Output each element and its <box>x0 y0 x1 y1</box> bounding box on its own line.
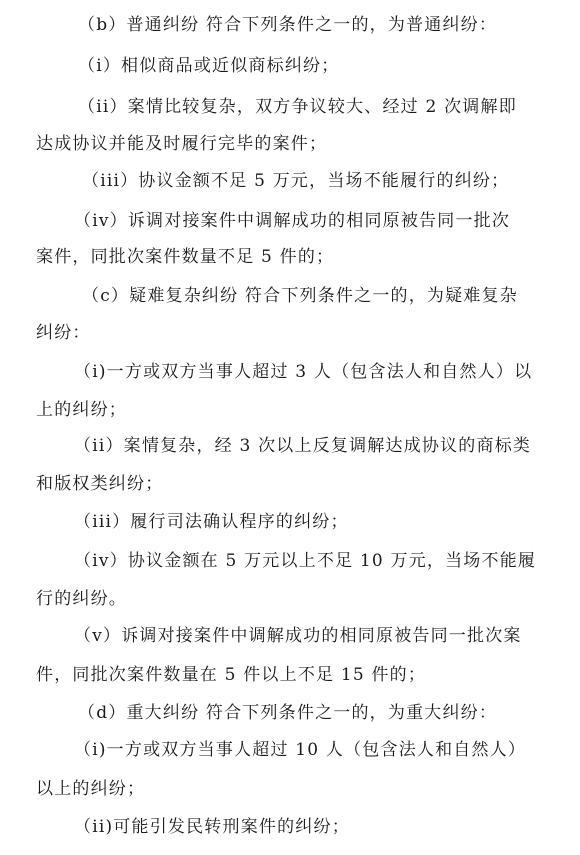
text-line: （iv）诉调对接案件中调解成功的相同原被告同一批次 <box>74 211 511 231</box>
text-line: 和版权类纠纷； <box>36 474 164 494</box>
text-line: 行的纠纷。 <box>36 589 127 609</box>
text-line: （i)一方或双方当事人超过 3 人（包含法人和自然人）以 <box>74 362 533 382</box>
text-line: （ii）案情复杂，经 3 次以上反复调解达成协议的商标类 <box>74 436 532 456</box>
text-line: 件，同批次案件数量在 5 件以上不足 15 件的； <box>36 665 427 685</box>
text-line: （iii）协议金额不足 5 万元，当场不能履行的纠纷； <box>82 171 510 191</box>
text-line: （ii）案情比较复杂，双方争议较大、经过 2 次调解即 <box>78 97 517 117</box>
text-line: （v）诉调对接案件中调解成功的相同原被告同一批次案 <box>74 626 522 646</box>
text-line: （i）相似商品或近似商标纠纷； <box>78 56 340 76</box>
text-line: （b）普通纠纷 符合下列条件之一的，为普通纠纷： <box>78 15 498 35</box>
text-line: 上的纠纷； <box>36 400 127 420</box>
text-line: （c）疑难复杂纠纷 符合下列条件之一的，为疑难复杂 <box>82 286 518 306</box>
text-line: （i)一方或双方当事人超过 10 人（包含法人和自然人） <box>74 740 527 760</box>
text-line: （iii）履行司法确认程序的纠纷； <box>74 512 349 532</box>
text-line: 纠纷： <box>36 323 91 343</box>
text-line: （ii)可能引发民转刑案件的纠纷； <box>74 817 350 837</box>
text-line: 案件，同批次案件数量不足 5 件的； <box>36 247 335 267</box>
text-line: （iv）协议金额在 5 万元以上不足 10 万元，当场不能履 <box>74 551 537 571</box>
text-line: 达成协议并能及时履行完毕的案件； <box>36 134 328 154</box>
text-line: （d）重大纠纷 符合下列条件之一的，为重大纠纷： <box>78 703 498 723</box>
text-line: 以上的纠纷； <box>36 779 146 799</box>
